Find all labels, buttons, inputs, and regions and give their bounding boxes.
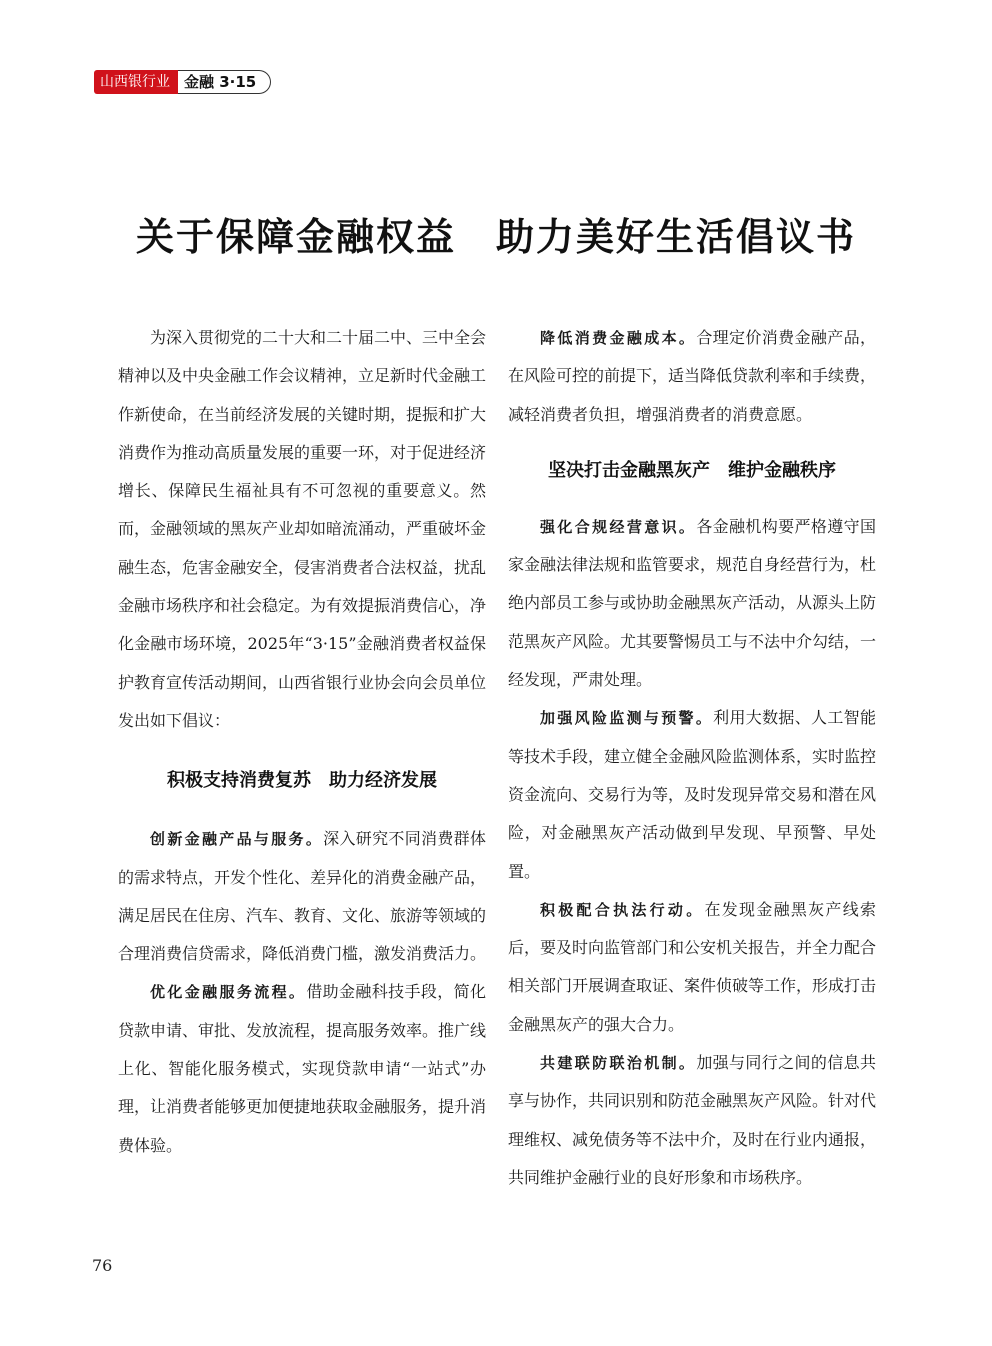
paragraph-5-text: 利用大数据、人工智能等技术手段，建立健全金融风险监测体系，实时监控资金流向、交易行为等，及时发现异常交易和潜在风险，对金融黑灰产活动做到早发现、早预警、早处置。	[508, 708, 877, 881]
paragraph-2	[118, 973, 486, 1164]
section-heading-2: 坚决打击金融黑灰产 维护金融秩序	[548, 459, 836, 481]
page-number: 76	[92, 1256, 113, 1275]
section-tag-label: 金融 3·15	[178, 70, 271, 94]
paragraph-3-text: 合理定价消费金融产品，在风险可控的前提下，适当降低贷款利率和手续费，减轻消费者负担，增强消费者的消费意愿。	[508, 328, 877, 424]
paragraph-6-lead: 积极配合执法行动。	[540, 900, 705, 919]
right-column	[508, 319, 876, 1197]
paragraph-4	[508, 508, 876, 699]
paragraph-5-lead: 加强风险监测与预警。	[540, 709, 714, 728]
paragraph-7	[508, 1044, 876, 1197]
paragraph-1-lead: 创新金融产品与服务。	[150, 830, 324, 849]
paragraph-3	[508, 319, 876, 434]
section-heading-1: 积极支持消费复苏 助力经济发展	[167, 770, 437, 792]
article-title: 关于保障金融权益 助力美好生活倡议书	[135, 214, 856, 259]
intro-paragraph: 为深入贯彻党的二十大和二十届二中、三中全会精神以及中央金融工作会议精神，立足新时代金融工作新使命，在当前经济发展的关键时期，提振和扩大消费作为推动高质量发展的重要一环，对于促进经济增长、保障民生福祉具有不可忽视的重要意义。然而，金融领域的黑灰产业却如暗流涌动，严重破坏金融生态，危害金融安全，侵害消费者合法权益，扰乱金融市场秩序和社会稳定。为有效提振消费信心，净化金融市场环境，2025年“3·15”金融消费者权益保护教育宣传活动期间，山西省银行业协会向会员单位发出如下倡议：	[118, 328, 487, 730]
paragraph-1-text: 深入研究不同消费群体的需求特点，开发个性化、差异化的消费金融产品，满足居民在住房、汽车、教育、文化、旅游等领域的合理消费信贷需求，降低消费门槛，激发消费活力。	[118, 829, 487, 964]
paragraph-7-lead: 共建联防联治机制。	[540, 1054, 697, 1073]
section-tag	[94, 70, 271, 94]
left-column	[118, 319, 486, 1165]
paragraph-5	[508, 699, 876, 890]
paragraph-6	[508, 891, 876, 1044]
section-tag-red: 山西银行业	[94, 70, 178, 94]
paragraph-4-text: 各金融机构要严格遵守国家金融法律法规和监管要求，规范自身经营行为，杜绝内部员工参与或协助金融黑灰产活动，从源头上防范黑灰产风险。尤其要警惕员工与不法中介勾结，一经发现，严肃处理。	[508, 516, 877, 690]
paragraph-6-text: 在发现金融黑灰产线索后，要及时向监管部门和公安机关报告，并全力配合相关部门开展调查取证、案件侦破等工作，形成打击金融黑灰产的强大合力。	[508, 899, 877, 1034]
paragraph-1	[118, 820, 486, 973]
paragraph-2-lead: 优化金融服务流程。	[150, 983, 307, 1002]
paragraph-7-text: 加强与同行之间的信息共享与协作，共同识别和防范金融黑灰产风险。针对代理维权、减免债务等不法中介，及时在行业内通报，共同维护金融行业的良好形象和市场秩序。	[508, 1053, 877, 1187]
paragraph-2-text: 借助金融科技手段，简化贷款申请、审批、发放流程，提高服务效率。推广线上化、智能化服务模式，实现贷款申请“一站式”办理，让消费者能够更加便捷地获取金融服务，提升消费体验。	[118, 982, 487, 1155]
paragraph-4-lead: 强化合规经营意识。	[540, 517, 697, 536]
paragraph-3-lead: 降低消费金融成本。	[540, 329, 697, 347]
